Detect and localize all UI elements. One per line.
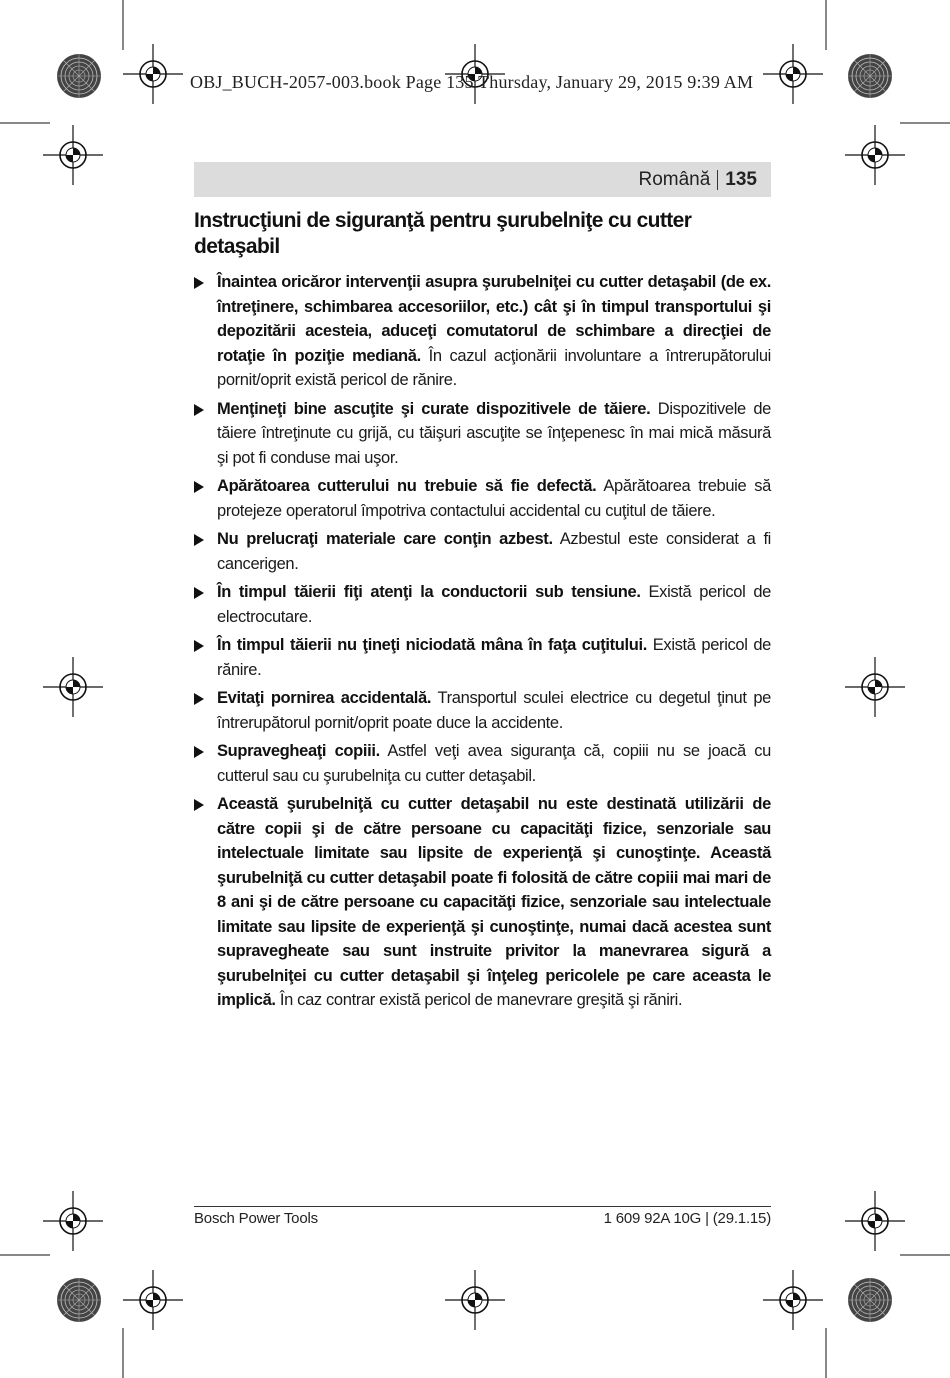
- page-number: 135: [725, 168, 757, 190]
- list-item: [194, 474, 771, 523]
- list-item: [194, 527, 771, 576]
- item-text: Dispozitivele de tăiere întreţinute cu grijă, cu tăişuri ascuţite se înţepenesc în mai mică măsură şi pot fi conduse mai uşor.: [217, 399, 771, 467]
- list-item: [194, 397, 771, 471]
- item-bold: Nu prelucraţi materiale care conţin azbest.: [217, 530, 553, 548]
- item-bold: În timpul tăierii nu ţineţi niciodată mâna în faţa cuţitului.: [217, 636, 647, 654]
- safety-list: [194, 270, 771, 1013]
- item-bold: Această şurubelniţă cu cutter detaşabil nu este destinată utilizării de către copii şi de către persoane cu capacităţi fizice, senzoriale sau intelectuale limitate sau lipsite de experienţă şi cunoştinţe. Această şurubelniţă cu cutter detaşabil poate fi folosită de către copiii mai mari de 8 ani şi de către persoane cu capacităţi fizice, senzoriale sau intelectuale limitate sau lipsite de experienţă şi cunoştinţe, numai dacă acestea sunt supravegheate sau sunt instruite privitor la manevrarea sigură a şurubelniţei cu cutter detaşabil şi înţeleg pericolele pe care aceasta le implică.: [217, 795, 771, 1009]
- header-language: Română: [638, 168, 711, 190]
- item-text: Există pericol de electrocutare.: [217, 583, 772, 626]
- item-text: Există pericol de rănire.: [217, 636, 772, 679]
- page-header: [194, 162, 771, 197]
- footer-doc-id: 1 609 92A 10G | (29.1.15): [603, 1210, 771, 1227]
- item-bold: Menţineţi bine ascuţite şi curate dispozitivele de tăiere.: [217, 399, 651, 418]
- item-text: În cazul acţionării involuntare a întrerupătorului pornit/oprit există pericol de rănire.: [217, 346, 771, 389]
- bullet-arrow-icon: [194, 746, 204, 758]
- bullet-arrow-icon: [194, 481, 204, 493]
- bullet-arrow-icon: [194, 587, 204, 599]
- bullet-arrow-icon: [194, 534, 204, 546]
- list-item: [194, 270, 771, 393]
- bullet-arrow-icon: [194, 693, 204, 705]
- item-bold: Evitaţi pornirea accidentală.: [217, 689, 432, 707]
- page-content: [194, 208, 771, 1017]
- bullet-arrow-icon: [194, 277, 204, 289]
- item-text: Azbestul este considerat a fi cancerigen.: [217, 530, 771, 573]
- item-text: În caz contrar există pericol de manevrare greşită şi răniri.: [275, 991, 683, 1009]
- bullet-arrow-icon: [194, 799, 204, 811]
- list-item: [194, 686, 771, 735]
- slug-line: OBJ_BUCH-2057-003.book Page 135 Thursday, January 29, 2015 9:39 AM: [190, 72, 754, 92]
- item-bold: Apărătoarea cutterului nu trebuie să fie defectă.: [217, 477, 597, 495]
- bullet-arrow-icon: [194, 404, 204, 416]
- item-bold: Supravegheaţi copiii.: [217, 742, 380, 760]
- item-text: Astfel veţi avea siguranţa că, copiii nu se joacă cu cutterul sau cu şurubelniţa cu cutter detaşabil.: [217, 742, 772, 785]
- footer-brand: Bosch Power Tools: [194, 1210, 318, 1227]
- list-item: [194, 580, 771, 629]
- bullet-arrow-icon: [194, 640, 204, 652]
- list-item: [194, 739, 771, 788]
- header-separator: [717, 170, 718, 190]
- list-item: [194, 792, 771, 1013]
- footer-divider: [194, 1206, 771, 1207]
- list-item: [194, 633, 771, 682]
- item-bold: În timpul tăierii fiţi atenţi la conductorii sub tensiune.: [217, 583, 641, 601]
- section-title: Instrucţiuni de siguranţă pentru şurubelniţe cu cutter detaşabil: [194, 209, 692, 258]
- item-text: Transportul sculei electrice cu degetul ţinut pe întrerupătorul pornit/oprit poate duce la accidente.: [217, 689, 771, 732]
- item-bold: Înaintea oricăror intervenţii asupra şurubelniţei cu cutter detaşabil (de ex. întreţinere, schimbarea accesoriilor, etc.) cât şi în timpul transportului şi depozitării acesteia, aduceţi comutatorul de schimbare a direcţiei de rotaţie în poziţie mediană.: [217, 273, 771, 365]
- item-text: Apărătoarea trebuie să protejeze operatorul împotriva contactului accidental cu cuţitul de tăiere.: [217, 477, 771, 520]
